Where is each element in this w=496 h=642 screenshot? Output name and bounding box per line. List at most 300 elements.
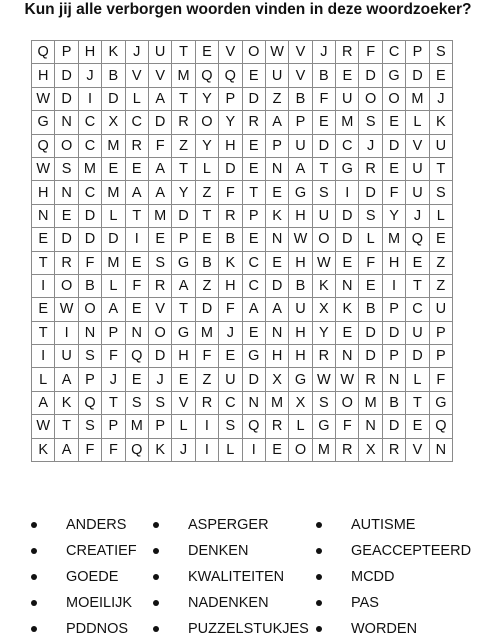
grid-letter[interactable]: F [336, 415, 359, 438]
grid-letter[interactable]: E [336, 251, 359, 274]
grid-letter[interactable]: S [148, 251, 171, 274]
grid-letter[interactable]: R [265, 415, 288, 438]
grid-letter[interactable]: E [242, 134, 265, 157]
grid-letter[interactable]: L [406, 111, 429, 134]
grid-letter[interactable]: V [219, 41, 242, 64]
grid-letter[interactable]: D [148, 111, 171, 134]
grid-letter[interactable]: A [265, 111, 288, 134]
grid-letter[interactable]: T [32, 251, 55, 274]
grid-letter[interactable]: A [102, 298, 125, 321]
grid-letter[interactable]: D [359, 181, 382, 204]
grid-letter[interactable]: D [336, 228, 359, 251]
grid-letter[interactable]: M [102, 181, 125, 204]
grid-letter[interactable]: G [289, 181, 312, 204]
grid-letter[interactable]: Z [195, 181, 218, 204]
grid-letter[interactable]: M [172, 64, 195, 87]
grid-letter[interactable]: M [195, 321, 218, 344]
grid-letter[interactable]: K [265, 204, 288, 227]
grid-letter[interactable]: G [172, 251, 195, 274]
grid-letter[interactable]: O [242, 41, 265, 64]
grid-letter[interactable]: S [312, 181, 335, 204]
grid-letter[interactable]: A [148, 87, 171, 110]
grid-letter[interactable]: H [289, 204, 312, 227]
grid-letter[interactable]: T [172, 157, 195, 180]
grid-letter[interactable]: O [55, 134, 78, 157]
grid-letter[interactable]: Y [382, 204, 405, 227]
grid-letter[interactable]: L [172, 415, 195, 438]
grid-letter[interactable]: P [429, 321, 452, 344]
grid-letter[interactable]: W [32, 157, 55, 180]
grid-letter[interactable]: Q [195, 64, 218, 87]
grid-letter[interactable]: W [55, 298, 78, 321]
grid-letter[interactable]: E [242, 157, 265, 180]
grid-letter[interactable]: P [289, 111, 312, 134]
grid-letter[interactable]: I [125, 228, 148, 251]
grid-letter[interactable]: F [359, 41, 382, 64]
grid-letter[interactable]: U [289, 298, 312, 321]
grid-letter[interactable]: D [55, 64, 78, 87]
grid-letter[interactable]: M [148, 204, 171, 227]
grid-letter[interactable]: L [195, 157, 218, 180]
grid-letter[interactable]: O [148, 321, 171, 344]
grid-letter[interactable]: S [55, 157, 78, 180]
grid-letter[interactable]: D [78, 228, 101, 251]
grid-letter[interactable]: E [32, 298, 55, 321]
grid-letter[interactable]: C [382, 41, 405, 64]
grid-letter[interactable]: R [359, 157, 382, 180]
grid-letter[interactable]: J [406, 204, 429, 227]
grid-letter[interactable]: O [312, 228, 335, 251]
grid-letter[interactable]: T [32, 321, 55, 344]
grid-letter[interactable]: S [429, 41, 452, 64]
grid-letter[interactable]: U [406, 181, 429, 204]
grid-letter[interactable]: H [289, 321, 312, 344]
grid-letter[interactable]: D [148, 345, 171, 368]
grid-letter[interactable]: E [265, 181, 288, 204]
grid-letter[interactable]: I [32, 345, 55, 368]
grid-letter[interactable]: V [148, 298, 171, 321]
grid-letter[interactable]: M [102, 251, 125, 274]
grid-letter[interactable]: D [359, 64, 382, 87]
grid-letter[interactable]: S [359, 111, 382, 134]
grid-letter[interactable]: O [195, 111, 218, 134]
grid-letter[interactable]: J [429, 87, 452, 110]
grid-letter[interactable]: E [219, 345, 242, 368]
grid-letter[interactable]: O [359, 87, 382, 110]
grid-letter[interactable]: J [312, 41, 335, 64]
grid-letter[interactable]: O [336, 391, 359, 414]
grid-letter[interactable]: Z [429, 251, 452, 274]
grid-letter[interactable]: P [219, 87, 242, 110]
grid-letter[interactable]: Y [312, 321, 335, 344]
grid-letter[interactable]: O [55, 274, 78, 297]
grid-letter[interactable]: F [219, 181, 242, 204]
grid-letter[interactable]: M [312, 438, 335, 461]
grid-letter[interactable]: G [312, 415, 335, 438]
grid-letter[interactable]: L [429, 204, 452, 227]
grid-letter[interactable]: E [195, 228, 218, 251]
grid-letter[interactable]: H [78, 41, 101, 64]
grid-letter[interactable]: P [55, 41, 78, 64]
grid-letter[interactable]: M [406, 87, 429, 110]
grid-letter[interactable]: T [172, 298, 195, 321]
grid-letter[interactable]: R [55, 251, 78, 274]
grid-letter[interactable]: L [406, 368, 429, 391]
grid-letter[interactable]: Q [219, 64, 242, 87]
grid-letter[interactable]: I [55, 321, 78, 344]
grid-letter[interactable]: V [406, 438, 429, 461]
grid-letter[interactable]: H [219, 134, 242, 157]
grid-letter[interactable]: S [359, 204, 382, 227]
grid-letter[interactable]: R [312, 345, 335, 368]
grid-letter[interactable]: E [382, 111, 405, 134]
grid-letter[interactable]: D [382, 134, 405, 157]
grid-letter[interactable]: D [55, 228, 78, 251]
grid-letter[interactable]: K [336, 298, 359, 321]
grid-letter[interactable]: G [336, 157, 359, 180]
grid-letter[interactable]: Z [195, 368, 218, 391]
grid-letter[interactable]: Y [172, 181, 195, 204]
grid-letter[interactable]: F [429, 368, 452, 391]
grid-letter[interactable]: K [219, 251, 242, 274]
grid-letter[interactable]: E [172, 368, 195, 391]
grid-letter[interactable]: P [382, 298, 405, 321]
grid-letter[interactable]: D [242, 368, 265, 391]
grid-letter[interactable]: U [406, 321, 429, 344]
grid-letter[interactable]: V [125, 64, 148, 87]
grid-letter[interactable]: L [125, 87, 148, 110]
grid-letter[interactable]: J [102, 368, 125, 391]
grid-letter[interactable]: B [289, 87, 312, 110]
grid-letter[interactable]: N [336, 345, 359, 368]
grid-letter[interactable]: E [125, 157, 148, 180]
grid-letter[interactable]: N [265, 321, 288, 344]
grid-letter[interactable]: W [32, 415, 55, 438]
grid-letter[interactable]: U [148, 41, 171, 64]
grid-letter[interactable]: E [312, 111, 335, 134]
grid-letter[interactable]: E [242, 321, 265, 344]
grid-letter[interactable]: E [125, 368, 148, 391]
grid-letter[interactable]: V [172, 391, 195, 414]
grid-letter[interactable]: E [242, 64, 265, 87]
grid-letter[interactable]: B [312, 64, 335, 87]
grid-letter[interactable]: E [148, 228, 171, 251]
grid-letter[interactable]: E [336, 64, 359, 87]
grid-letter[interactable]: A [265, 298, 288, 321]
grid-letter[interactable]: E [32, 228, 55, 251]
grid-letter[interactable]: W [312, 251, 335, 274]
grid-letter[interactable]: N [125, 321, 148, 344]
grid-letter[interactable]: V [406, 134, 429, 157]
grid-letter[interactable]: D [102, 228, 125, 251]
grid-letter[interactable]: E [55, 204, 78, 227]
grid-letter[interactable]: M [336, 111, 359, 134]
grid-letter[interactable]: T [429, 157, 452, 180]
grid-letter[interactable]: M [382, 228, 405, 251]
grid-letter[interactable]: F [102, 438, 125, 461]
grid-letter[interactable]: E [406, 415, 429, 438]
grid-letter[interactable]: T [172, 41, 195, 64]
grid-letter[interactable]: P [265, 134, 288, 157]
grid-letter[interactable]: N [32, 204, 55, 227]
grid-letter[interactable]: O [382, 87, 405, 110]
grid-letter[interactable]: L [102, 204, 125, 227]
grid-letter[interactable]: E [429, 64, 452, 87]
grid-letter[interactable]: G [242, 345, 265, 368]
grid-letter[interactable]: M [265, 391, 288, 414]
grid-letter[interactable]: H [219, 274, 242, 297]
grid-letter[interactable]: F [359, 251, 382, 274]
grid-letter[interactable]: Z [172, 134, 195, 157]
grid-letter[interactable]: A [55, 368, 78, 391]
grid-letter[interactable]: R [125, 134, 148, 157]
grid-letter[interactable]: B [219, 228, 242, 251]
grid-letter[interactable]: D [195, 298, 218, 321]
grid-letter[interactable]: W [32, 87, 55, 110]
grid-letter[interactable]: W [265, 41, 288, 64]
grid-letter[interactable]: K [429, 111, 452, 134]
grid-letter[interactable]: X [359, 438, 382, 461]
grid-letter[interactable]: W [336, 368, 359, 391]
grid-letter[interactable]: H [172, 345, 195, 368]
grid-letter[interactable]: N [242, 391, 265, 414]
grid-letter[interactable]: H [32, 181, 55, 204]
grid-letter[interactable]: P [102, 415, 125, 438]
grid-letter[interactable]: C [78, 111, 101, 134]
grid-letter[interactable]: W [312, 368, 335, 391]
grid-letter[interactable]: D [102, 87, 125, 110]
grid-letter[interactable]: D [359, 345, 382, 368]
grid-letter[interactable]: K [32, 438, 55, 461]
grid-letter[interactable]: I [195, 415, 218, 438]
grid-letter[interactable]: F [382, 181, 405, 204]
grid-letter[interactable]: Z [265, 87, 288, 110]
grid-letter[interactable]: V [289, 64, 312, 87]
grid-letter[interactable]: S [148, 391, 171, 414]
grid-letter[interactable]: D [172, 204, 195, 227]
grid-letter[interactable]: N [265, 228, 288, 251]
grid-letter[interactable]: D [78, 204, 101, 227]
grid-letter[interactable]: V [148, 64, 171, 87]
grid-letter[interactable]: B [195, 251, 218, 274]
grid-letter[interactable]: X [102, 111, 125, 134]
grid-letter[interactable]: N [336, 274, 359, 297]
grid-letter[interactable]: M [125, 415, 148, 438]
grid-letter[interactable]: X [312, 298, 335, 321]
grid-letter[interactable]: I [336, 181, 359, 204]
grid-letter[interactable]: A [125, 181, 148, 204]
grid-letter[interactable]: S [125, 391, 148, 414]
grid-letter[interactable]: P [148, 415, 171, 438]
grid-letter[interactable]: M [102, 134, 125, 157]
grid-letter[interactable]: X [265, 368, 288, 391]
grid-letter[interactable]: Z [195, 274, 218, 297]
grid-letter[interactable]: F [78, 251, 101, 274]
grid-letter[interactable]: K [102, 41, 125, 64]
grid-letter[interactable]: O [78, 298, 101, 321]
grid-letter[interactable]: D [382, 321, 405, 344]
grid-letter[interactable]: U [55, 345, 78, 368]
grid-letter[interactable]: R [172, 111, 195, 134]
grid-letter[interactable]: J [125, 41, 148, 64]
grid-letter[interactable]: Y [219, 111, 242, 134]
grid-letter[interactable]: F [125, 274, 148, 297]
grid-letter[interactable]: E [265, 251, 288, 274]
grid-letter[interactable]: U [336, 87, 359, 110]
grid-letter[interactable]: T [55, 415, 78, 438]
grid-letter[interactable]: D [406, 64, 429, 87]
grid-letter[interactable]: R [336, 41, 359, 64]
grid-letter[interactable]: G [172, 321, 195, 344]
grid-letter[interactable]: N [382, 368, 405, 391]
grid-letter[interactable]: E [382, 157, 405, 180]
grid-letter[interactable]: F [312, 87, 335, 110]
grid-letter[interactable]: P [102, 321, 125, 344]
grid-letter[interactable]: K [312, 274, 335, 297]
grid-letter[interactable]: P [172, 228, 195, 251]
grid-letter[interactable]: S [312, 391, 335, 414]
grid-letter[interactable]: A [289, 157, 312, 180]
grid-letter[interactable]: R [242, 111, 265, 134]
grid-letter[interactable]: D [55, 87, 78, 110]
grid-letter[interactable]: H [32, 64, 55, 87]
grid-letter[interactable]: A [148, 181, 171, 204]
grid-letter[interactable]: H [289, 345, 312, 368]
grid-letter[interactable]: E [195, 41, 218, 64]
grid-letter[interactable]: U [265, 64, 288, 87]
grid-letter[interactable]: P [242, 204, 265, 227]
grid-letter[interactable]: R [336, 438, 359, 461]
grid-letter[interactable]: T [102, 391, 125, 414]
grid-letter[interactable]: S [429, 181, 452, 204]
grid-letter[interactable]: C [242, 251, 265, 274]
grid-letter[interactable]: U [429, 134, 452, 157]
grid-letter[interactable]: M [78, 157, 101, 180]
grid-letter[interactable]: P [382, 345, 405, 368]
grid-letter[interactable]: B [359, 298, 382, 321]
grid-letter[interactable]: T [172, 87, 195, 110]
grid-letter[interactable]: T [125, 204, 148, 227]
grid-letter[interactable]: L [289, 415, 312, 438]
grid-letter[interactable]: F [148, 134, 171, 157]
grid-letter[interactable]: J [359, 134, 382, 157]
grid-letter[interactable]: Q [78, 391, 101, 414]
grid-letter[interactable]: E [102, 157, 125, 180]
grid-letter[interactable]: U [429, 298, 452, 321]
grid-letter[interactable]: L [102, 274, 125, 297]
grid-letter[interactable]: J [78, 64, 101, 87]
grid-letter[interactable]: P [429, 345, 452, 368]
grid-letter[interactable]: E [429, 228, 452, 251]
grid-letter[interactable]: Y [195, 87, 218, 110]
grid-letter[interactable]: A [32, 391, 55, 414]
grid-letter[interactable]: P [406, 41, 429, 64]
grid-letter[interactable]: H [382, 251, 405, 274]
grid-letter[interactable]: A [55, 438, 78, 461]
grid-letter[interactable]: P [78, 368, 101, 391]
grid-letter[interactable]: I [242, 438, 265, 461]
grid-letter[interactable]: C [219, 391, 242, 414]
grid-letter[interactable]: M [359, 391, 382, 414]
grid-letter[interactable]: D [382, 415, 405, 438]
grid-letter[interactable]: L [359, 228, 382, 251]
grid-letter[interactable]: T [312, 157, 335, 180]
grid-letter[interactable]: Q [429, 415, 452, 438]
grid-letter[interactable]: N [55, 181, 78, 204]
grid-letter[interactable]: T [406, 274, 429, 297]
grid-letter[interactable]: U [289, 134, 312, 157]
grid-letter[interactable]: C [242, 274, 265, 297]
grid-letter[interactable]: C [406, 298, 429, 321]
grid-letter[interactable]: D [219, 157, 242, 180]
grid-letter[interactable]: Y [195, 134, 218, 157]
grid-letter[interactable]: A [172, 274, 195, 297]
grid-letter[interactable]: I [78, 87, 101, 110]
grid-letter[interactable]: Q [32, 41, 55, 64]
grid-letter[interactable]: B [289, 274, 312, 297]
grid-letter[interactable]: Q [125, 345, 148, 368]
grid-letter[interactable]: W [289, 228, 312, 251]
grid-letter[interactable]: K [55, 391, 78, 414]
grid-letter[interactable]: N [359, 415, 382, 438]
grid-letter[interactable]: D [312, 134, 335, 157]
grid-letter[interactable]: D [265, 274, 288, 297]
grid-letter[interactable]: G [289, 368, 312, 391]
grid-letter[interactable]: R [195, 391, 218, 414]
grid-letter[interactable]: F [78, 438, 101, 461]
grid-letter[interactable]: E [242, 228, 265, 251]
grid-letter[interactable]: S [219, 415, 242, 438]
grid-letter[interactable]: N [265, 157, 288, 180]
grid-letter[interactable]: B [78, 274, 101, 297]
grid-letter[interactable]: N [429, 438, 452, 461]
grid-letter[interactable]: U [312, 204, 335, 227]
grid-letter[interactable]: L [32, 368, 55, 391]
grid-letter[interactable]: I [382, 274, 405, 297]
grid-letter[interactable]: I [195, 438, 218, 461]
grid-letter[interactable]: Q [242, 415, 265, 438]
grid-letter[interactable]: C [336, 134, 359, 157]
grid-letter[interactable]: T [406, 391, 429, 414]
grid-letter[interactable]: E [125, 251, 148, 274]
grid-letter[interactable]: D [359, 321, 382, 344]
grid-letter[interactable]: R [382, 438, 405, 461]
grid-letter[interactable]: F [195, 345, 218, 368]
grid-letter[interactable]: X [289, 391, 312, 414]
grid-letter[interactable]: B [382, 391, 405, 414]
grid-letter[interactable]: A [242, 298, 265, 321]
grid-letter[interactable]: G [382, 64, 405, 87]
grid-letter[interactable]: D [406, 345, 429, 368]
grid-letter[interactable]: S [78, 415, 101, 438]
grid-letter[interactable]: Q [125, 438, 148, 461]
grid-letter[interactable]: L [219, 438, 242, 461]
grid-letter[interactable]: O [289, 438, 312, 461]
grid-letter[interactable]: H [265, 345, 288, 368]
grid-letter[interactable]: E [125, 298, 148, 321]
grid-letter[interactable]: Q [32, 134, 55, 157]
grid-letter[interactable]: T [242, 181, 265, 204]
grid-letter[interactable]: Q [406, 228, 429, 251]
grid-letter[interactable]: D [336, 204, 359, 227]
grid-letter[interactable]: U [219, 368, 242, 391]
grid-letter[interactable]: Z [429, 274, 452, 297]
grid-letter[interactable]: J [148, 368, 171, 391]
grid-letter[interactable]: T [195, 204, 218, 227]
grid-letter[interactable]: N [55, 111, 78, 134]
grid-letter[interactable]: A [148, 157, 171, 180]
grid-letter[interactable]: K [148, 438, 171, 461]
